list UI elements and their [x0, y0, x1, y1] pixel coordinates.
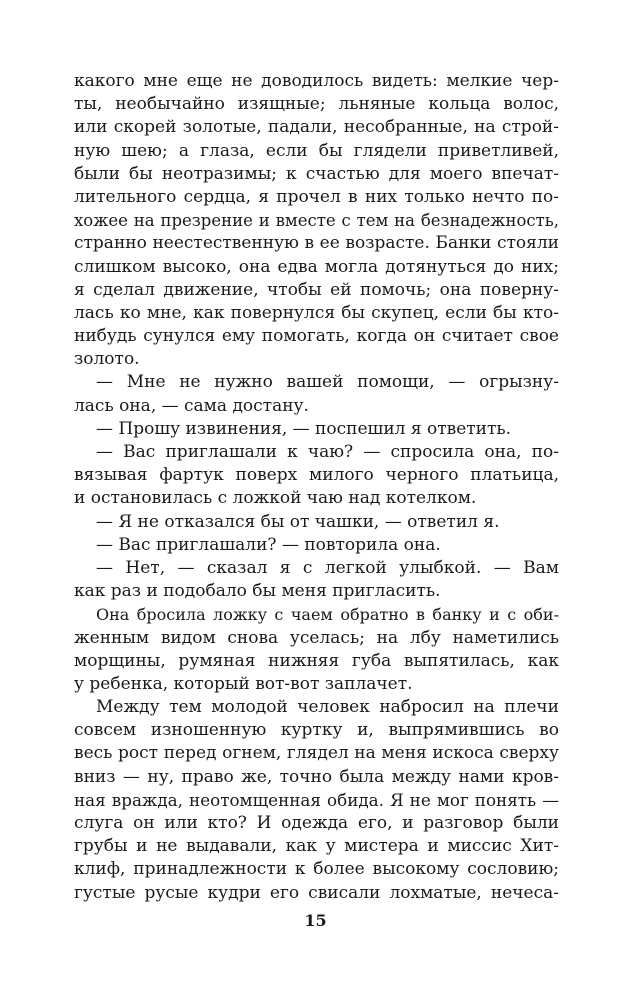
text-line: — Вас приглашали? — повторила она. [96, 534, 441, 555]
text-line: я сделал движение, чтобы ей помочь; она поверну- [74, 279, 559, 300]
text-line: лась она, — сама достану. [74, 395, 309, 416]
text-line: Между тем молодой человек набросил на плечи [96, 697, 559, 718]
text-line: грубы и не выдавали, как у мистера и миссис Хит- [74, 836, 559, 857]
text-line: были бы неотразимы; к счастью для моего впечат- [74, 163, 559, 184]
text-line: хожее на презрение и вместе с тем на безнадежность, [74, 211, 559, 231]
text-line: — Нет, — сказал я с легкой улыбкой. — Вам [96, 557, 559, 578]
text-line: или скорей золотые, падали, несобранные, на строй- [74, 117, 559, 138]
text-line: весь рост перед огнем, глядел на меня искоса сверху [74, 743, 559, 764]
text-line: вязывая фартук поверх милого черного платьица, [74, 465, 559, 486]
text-line: у ребенка, который вот-вот заплачет. [74, 673, 413, 694]
text-line: ты, необычайно изящные; льняные кольца волос, [74, 94, 559, 115]
text-line: — Мне не нужно вашей помощи, — огрызну- [96, 372, 559, 393]
text-line: слуга он или кто? И одежда его, и разговор были [74, 813, 559, 833]
text-line: — Я не отказался бы от чашки, — ответил я. [96, 511, 500, 532]
text-line: золото. [74, 349, 140, 370]
text-line: морщины, румяная нижняя губа выпятилась, как [74, 650, 559, 671]
text-line: — Прошу извинения, — поспешил я ответить. [96, 418, 512, 439]
text-line: вниз — ну, право же, точно была между нами кров- [74, 766, 559, 787]
text-line: странно неестественную в ее возрасте. Банки стояли [74, 233, 559, 254]
text-line: нибудь сунулся ему помогать, когда он считает свое [74, 326, 559, 347]
text-line: и остановилась с ложкой чаю над котелком. [74, 488, 477, 509]
text-line: Она бросила ложку с чаем обратно в банку и с оби- [96, 605, 559, 625]
text-line: слишком высоко, она едва могла дотянуться до них; [74, 256, 559, 277]
text-line: женным видом снова уселась; на лбу наметились [74, 627, 559, 648]
text-line: густые русые кудри его свисали лохматые, нечеса- [74, 882, 559, 903]
text-line: ная вражда, неотомщенная обида. Я не мог понять — [74, 789, 559, 810]
text-line: — Вас приглашали к чаю? — спросила она, по- [96, 442, 559, 462]
text-line: совсем изношенную куртку и, выпрямившись во [74, 720, 559, 741]
text-line: лительного сердца, я прочел в них только нечто по- [74, 186, 559, 207]
text-line: лась ко мне, как повернулся бы скупец, если бы кто- [74, 302, 559, 323]
page-number: 15 [304, 911, 327, 930]
text-line: клиф, принадлежности к более высокому сословию; [74, 859, 559, 880]
body-text [74, 70, 559, 905]
text-line: какого мне еще не доводилось видеть: мелкие чер- [74, 71, 559, 91]
text-line: ную шею; а глаза, если бы глядели приветливей, [74, 140, 559, 161]
text-line: как раз и подобало бы меня пригласить. [74, 581, 441, 602]
